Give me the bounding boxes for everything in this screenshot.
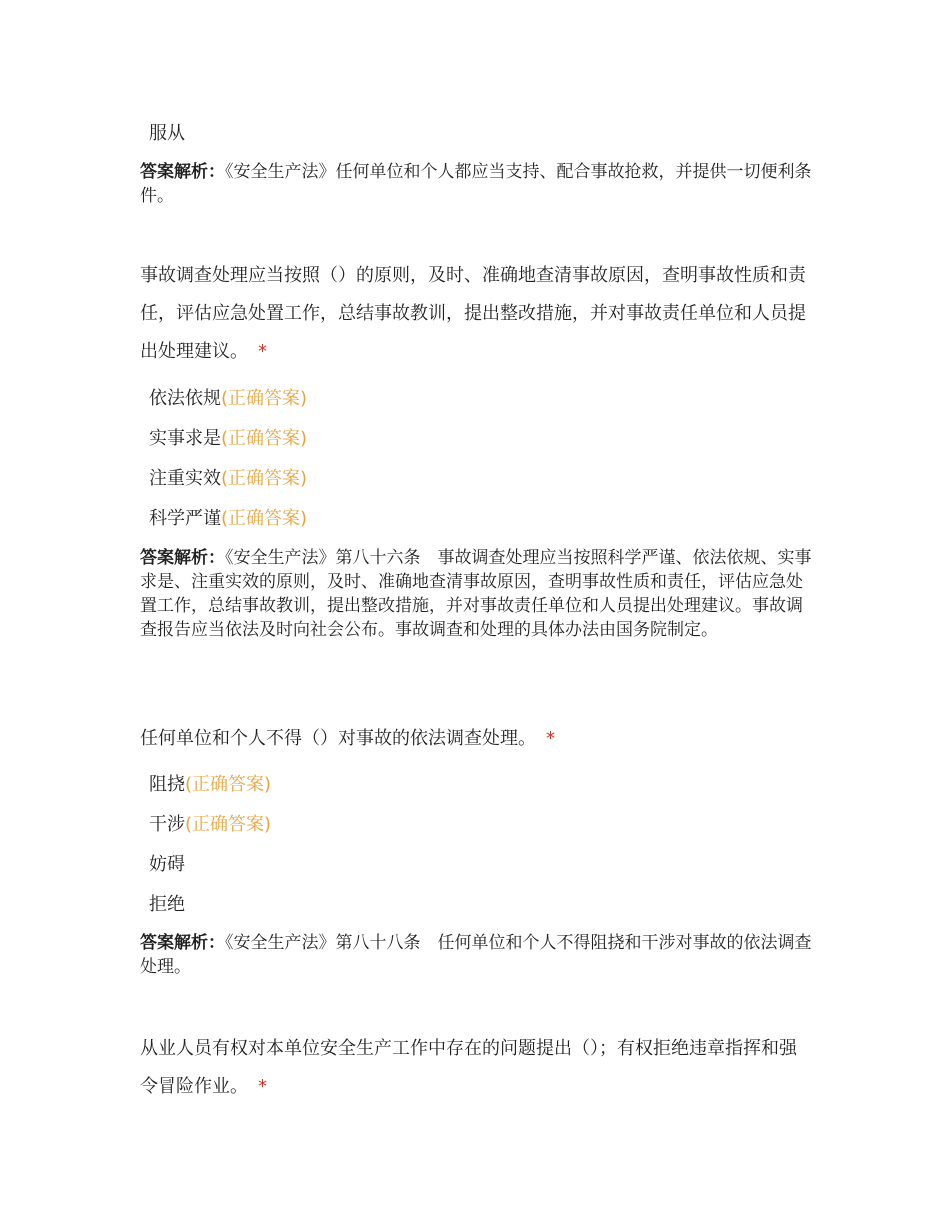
- option-item: [149, 122, 185, 146]
- answer-analysis: [140, 160, 812, 208]
- option-label: 注重实效: [149, 468, 221, 489]
- analysis-text: 《安全生产法》第八十八条 任何单位和个人不得阻挠和干涉对事故的依法调查处理。: [140, 933, 812, 977]
- option-label: 妨碍: [149, 854, 185, 875]
- correct-answer-tag: (正确答案): [221, 388, 308, 409]
- analysis-label: 答案解析：: [140, 548, 225, 568]
- option-item: [149, 387, 307, 411]
- option-item: [149, 813, 271, 837]
- correct-answer-tag: (正确答案): [185, 774, 272, 795]
- option-label: 科学严谨: [149, 508, 221, 529]
- option-item: [149, 427, 307, 451]
- option-label: 阻挠: [149, 774, 185, 795]
- question-text: [140, 257, 812, 371]
- correct-answer-tag: (正确答案): [221, 468, 308, 489]
- question-body: 从业人员有权对本单位安全生产工作中存在的问题提出（）；有权拒绝违章指挥和强令冒险作业。: [140, 1038, 797, 1097]
- correct-answer-tag: (正确答案): [221, 508, 308, 529]
- analysis-label: 答案解析：: [140, 933, 225, 953]
- required-mark: *: [258, 341, 267, 362]
- question-text: [140, 1030, 812, 1106]
- option-label: 依法依规: [149, 388, 221, 409]
- analysis-label: 答案解析：: [140, 162, 225, 182]
- option-label: 拒绝: [149, 894, 185, 915]
- option-item: [149, 467, 307, 491]
- option-item: [149, 773, 271, 797]
- option-label: 实事求是: [149, 428, 221, 449]
- correct-answer-tag: (正确答案): [221, 428, 308, 449]
- question-body: 任何单位和个人不得（）对事故的依法调查处理。: [140, 728, 536, 749]
- question-text: [140, 720, 812, 758]
- correct-answer-tag: (正确答案): [185, 814, 272, 835]
- required-mark: *: [546, 728, 555, 749]
- option-label: 服从: [149, 123, 185, 144]
- option-label: 干涉: [149, 814, 185, 835]
- analysis-text: 《安全生产法》第八十六条 事故调查处理应当按照科学严谨、依法依规、实事求是、注重实效的原则，及时、准确地查清事故原因，查明事故性质和责任，评估应急处置工作，总结事故教训，提出整改措施，并对事故责任单位和人员提出处理建议。事故调查报告应当依法及时向社会公布。事故调查和处理的具体办法由国务院制定。: [140, 548, 812, 640]
- answer-analysis: [140, 546, 812, 642]
- option-item: [149, 507, 307, 531]
- required-mark: *: [258, 1076, 267, 1097]
- analysis-text: 《安全生产法》任何单位和个人都应当支持、配合事故抢救，并提供一切便利条件。: [140, 162, 812, 206]
- option-item: [149, 853, 185, 877]
- answer-analysis: [140, 931, 812, 979]
- question-body: 事故调查处理应当按照（）的原则，及时、准确地查清事故原因，查明事故性质和责任，评估应急处置工作，总结事故教训，提出整改措施，并对事故责任单位和人员提出处理建议。: [140, 265, 806, 362]
- option-item: [149, 893, 185, 917]
